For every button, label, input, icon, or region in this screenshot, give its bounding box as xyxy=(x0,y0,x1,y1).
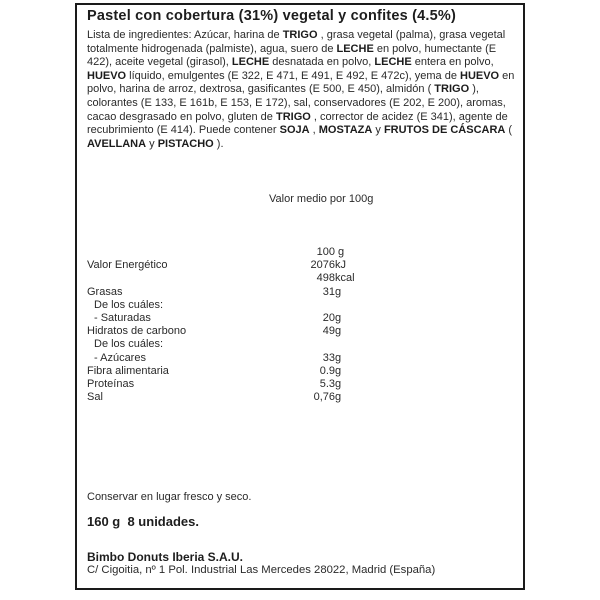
nutrition-row-value: 0,76 xyxy=(313,391,335,404)
ingredient-text: en polvo, humectante (E 422), aceite vegetal (girasol), xyxy=(87,42,497,69)
nutrition-row-label: De los cuáles: xyxy=(94,338,164,351)
nutrition-row xyxy=(87,286,517,299)
nutrition-row-value: 0.9 xyxy=(319,364,335,377)
ingredient-text: y xyxy=(372,124,384,137)
manufacturer-name: Bimbo Donuts Iberia S.A.U. xyxy=(87,550,244,564)
nutrition-row-label: - Saturadas xyxy=(94,311,151,324)
nutrition-row-unit: g xyxy=(335,391,342,404)
nutrition-heading: Valor medio por 100g xyxy=(269,193,374,205)
nutrition-row xyxy=(87,312,517,325)
nutrition-row-value: 100 xyxy=(316,246,335,258)
nutrition-row-unit: g xyxy=(335,285,342,298)
net-weight: 160 g 8 unidades. xyxy=(87,514,199,529)
nutrition-row xyxy=(87,391,517,404)
nutrition-row-unit: g xyxy=(335,377,342,390)
ingredient-allergen: SOJA xyxy=(279,124,310,137)
ingredient-text: , corrector de acidez (E 341), agente de recubrimiento (E 414). Puede contener xyxy=(87,110,508,137)
manufacturer-address: C/ Cigoitia, nº 1 Pol. Industrial Las Mercedes 28022, Madrid (España) xyxy=(87,564,436,576)
ingredient-allergen: MOSTAZA xyxy=(318,124,373,137)
nutrition-row-label: Sal xyxy=(87,391,103,404)
ingredient-allergen: PISTACHO xyxy=(157,137,214,150)
ingredients-paragraph xyxy=(87,29,516,151)
ingredient-allergen: LECHE xyxy=(374,56,412,69)
ingredient-allergen: TRIGO xyxy=(275,110,311,123)
nutrition-row-value: 498 xyxy=(316,272,335,285)
ingredient-allergen: LECHE xyxy=(336,42,374,55)
nutrition-row-label: Fibra alimentaria xyxy=(87,364,169,377)
nutrition-row-unit: g xyxy=(335,311,342,324)
nutrition-table xyxy=(87,246,517,404)
nutrition-row-value: 2076 xyxy=(310,259,335,272)
nutrition-row xyxy=(87,272,517,285)
nutrition-row-label: De los cuáles: xyxy=(94,298,164,311)
nutrition-row-value: 20 xyxy=(322,311,335,324)
nutrition-row-label: - Azúcares xyxy=(94,351,146,364)
ingredient-allergen: HUEVO xyxy=(87,69,127,82)
nutrition-row-unit: g xyxy=(335,325,342,338)
nutrition-row-value: 33 xyxy=(322,351,335,364)
nutrition-row-label: Valor Energético xyxy=(87,259,168,272)
ingredient-text: ), colorantes (E 133, E 161b, E 153, E 172), sal, conservadores (E 202, E 200), aromas, cacao desgrasado en polvo, gluten de xyxy=(87,83,506,123)
ingredient-allergen: HUEVO xyxy=(460,69,500,82)
nutrition-row-label: Hidratos de carbono xyxy=(87,325,187,338)
ingredient-text: en polvo, harina de arroz, dextrosa, gasificantes (E 500, E 450), almidón ( xyxy=(87,69,515,96)
nutrition-row xyxy=(87,299,517,312)
ingredient-text: ( xyxy=(505,124,513,137)
ingredient-allergen: TRIGO xyxy=(434,83,470,96)
nutrition-row-label: Proteínas xyxy=(87,377,135,390)
nutrition-row xyxy=(87,365,517,378)
nutrition-row xyxy=(87,352,517,365)
ingredient-text: ). xyxy=(213,137,224,150)
nutrition-row-value: 31 xyxy=(322,285,335,298)
ingredient-allergen: FRUTOS DE CÁSCARA xyxy=(383,124,506,137)
nutrition-row-unit: g xyxy=(335,246,345,258)
ingredient-text: y xyxy=(146,137,158,150)
ingredient-allergen: LECHE xyxy=(231,56,270,69)
nutrition-row-unit: g xyxy=(335,364,342,377)
nutrition-row xyxy=(87,246,517,259)
ingredient-text: , grasa vegetal (palma), grasa vegetal totalmente hidrogenada (palmiste), agua, suero de xyxy=(87,29,506,55)
ingredient-text: , xyxy=(309,124,319,137)
nutrition-row xyxy=(87,338,517,351)
ingredient-allergen: TRIGO xyxy=(282,29,318,41)
ingredient-text: líquido, emulgentes (E 322, E 471, E 491, E 492, E 472c), yema de xyxy=(126,69,460,82)
ingredient-allergen: AVELLANA xyxy=(87,137,147,150)
ingredient-text: Lista de ingredientes: Azúcar, harina de xyxy=(87,29,283,41)
ingredient-text: desnatada en polvo, xyxy=(269,56,375,69)
nutrition-row-value: 49 xyxy=(322,325,335,338)
nutrition-row-label: Grasas xyxy=(87,285,123,298)
nutrition-row-unit: kJ xyxy=(335,259,346,272)
nutrition-row-unit: kcal xyxy=(335,272,355,285)
nutrition-row-unit: g xyxy=(335,351,342,364)
nutrition-row-value: 5.3 xyxy=(319,377,335,390)
product-title: Pastel con cobertura (31%) vegetal y confites (4.5%) xyxy=(87,8,456,24)
product-label-box xyxy=(75,3,525,590)
nutrition-row xyxy=(87,325,517,338)
nutrition-row xyxy=(87,378,517,391)
ingredient-text: entera en polvo, xyxy=(411,56,494,69)
nutrition-row xyxy=(87,259,517,272)
storage-instructions: Conservar en lugar fresco y seco. xyxy=(87,491,252,503)
